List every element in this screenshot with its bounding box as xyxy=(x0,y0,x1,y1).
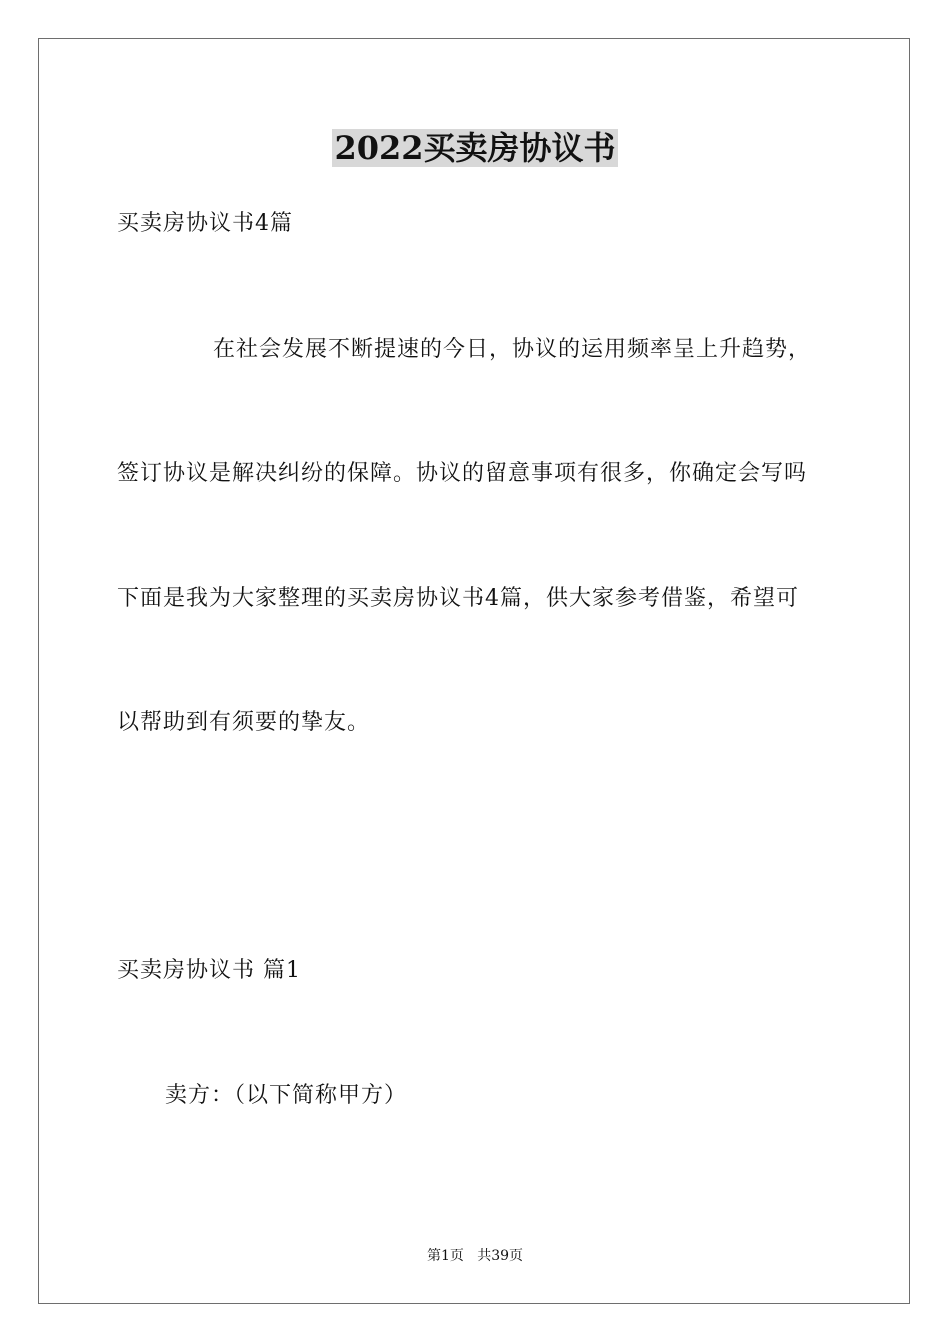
page-footer: 第1页 共39页 xyxy=(426,1248,524,1264)
section-heading: 买卖房协议书 篇1 xyxy=(117,958,301,983)
document-subtitle: 买卖房协议书4篇 xyxy=(117,211,293,236)
intro-line-1: 在社会发展不断提速的今日，协议的运用频率呈上升趋势， xyxy=(213,337,812,362)
intro-line-3: 下面是我为大家整理的买卖房协议书4篇，供大家参考借鉴，希望可 xyxy=(117,586,799,611)
intro-line-2: 签订协议是解决纠纷的保障。协议的留意事项有很多，你确定会写吗 xyxy=(117,461,808,486)
document-title xyxy=(0,128,950,168)
document-title-text: 2022买卖房协议书 xyxy=(334,129,616,167)
intro-line-4: 以帮助到有须要的挚友。 xyxy=(117,710,371,735)
seller-line: 卖方：（以下简称甲方） xyxy=(165,1083,408,1108)
